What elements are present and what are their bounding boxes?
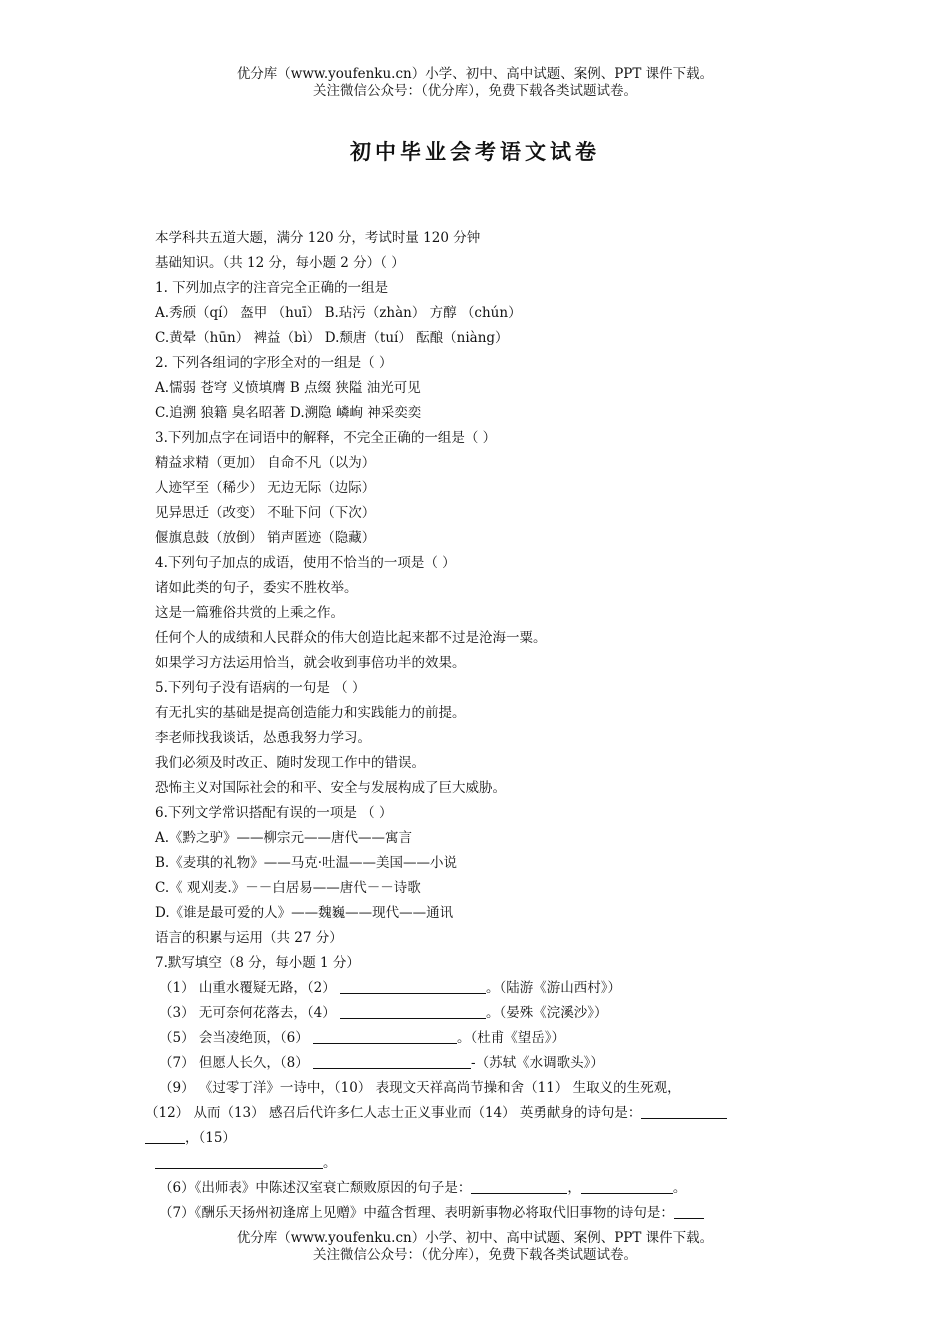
answer-blank[interactable] bbox=[340, 979, 486, 994]
fill-blank-row: （7）《酬乐天扬州初逢席上见赠》中蕴含哲理、表明新事物必将取代旧事物的诗句是： bbox=[155, 1201, 815, 1226]
fill-blank-row: （7） 但愿人长久，（8） -（苏轼《水调歌头》） bbox=[159, 1055, 604, 1071]
section-heading: 语言的积累与运用（共 27 分） bbox=[155, 930, 343, 946]
question-7: 7.默写填空（8 分，每小题 1 分） bbox=[155, 955, 360, 971]
option-line: 这是一篇雅俗共赏的上乘之作。 bbox=[155, 605, 344, 621]
text-line: （9） 《过零丁洋》一诗中，（10） 表现文天祥高尚节操和舍（11） 生取义的生死观， bbox=[159, 1080, 681, 1096]
answer-blank[interactable] bbox=[155, 1154, 323, 1169]
page-footer bbox=[0, 1230, 950, 1264]
fill-blank-row: （6）《出师表》中陈述汉室衰亡颓败原因的句子是： ， 。 bbox=[159, 1180, 687, 1196]
option-line: C.追溯 狼籍 臭名昭著 D.溯隐 嶙峋 神采奕奕 bbox=[155, 405, 422, 421]
option-line: 我们必须及时改正、随时发现工作中的错误。 bbox=[155, 755, 425, 771]
option-line: 如果学习方法运用恰当，就会收到事倍功半的效果。 bbox=[155, 655, 466, 671]
answer-blank[interactable] bbox=[340, 1004, 486, 1019]
question-3: 3.下列加点字在词语中的解释，不完全正确的一组是（ ） bbox=[155, 430, 497, 446]
option-line: A.秀颀（qí） 盔甲 （huī） B.玷污（zhàn） 方醇 （chún） bbox=[155, 305, 522, 321]
fill-blank-row: （5） 会当凌绝顶，（6） 。（杜甫《望岳》） bbox=[159, 1030, 566, 1046]
footer-line-1: 优分库（www.youfenku.cn）小学、初中、高中试题、案例、PPT 课件下载。 bbox=[236, 1230, 714, 1246]
header-line-2: 关注微信公众号：（优分库），免费下载各类试题试卷。 bbox=[313, 83, 637, 99]
option-line: C.黄晕（hūn） 裨益（bì） D.颓唐（tuí） 酝酿（niàng） bbox=[155, 330, 509, 346]
option-line: A.懦弱 苍穹 义愤填膺 B 点缀 狭隘 油光可见 bbox=[155, 380, 421, 396]
answer-blank[interactable] bbox=[471, 1179, 567, 1194]
option-line: 有无扎实的基础是提高创造能力和实践能力的前提。 bbox=[155, 705, 466, 721]
question-2: 2. 下列各组词的字形全对的一组是（ ） bbox=[155, 355, 393, 371]
fill-blank-row: （1） 山重水覆疑无路，（2） 。（陆游《游山西村》） bbox=[159, 980, 622, 996]
fill-blank-row: ，（15） bbox=[145, 1126, 815, 1151]
header-line-1: 优分库（www.youfenku.cn）小学、初中、高中试题、案例、PPT 课件下载。 bbox=[236, 66, 714, 82]
option-line: 诸如此类的句子，委实不胜枚举。 bbox=[155, 580, 358, 596]
section-heading: 基础知识。（共 12 分，每小题 2 分）（ ） bbox=[155, 255, 405, 271]
page-header bbox=[0, 66, 950, 100]
fill-blank-row: （12） 从而（13） 感召后代许多仁人志士正义事业而（14） 英勇献身的诗句是： bbox=[145, 1101, 815, 1126]
option-line: 李老师找我谈话，怂恿我努力学习。 bbox=[155, 730, 371, 746]
option-line: 恐怖主义对国际社会的和平、安全与发展构成了巨大威胁。 bbox=[155, 780, 506, 796]
exam-body bbox=[145, 226, 815, 1226]
answer-blank[interactable] bbox=[674, 1204, 704, 1219]
answer-blank[interactable] bbox=[641, 1104, 727, 1119]
document-title: 初中毕业会考语文试卷 bbox=[350, 139, 600, 164]
option-line: B.《麦琪的礼物》——马克·吐温——美国——小说 bbox=[155, 855, 458, 871]
answer-blank[interactable] bbox=[581, 1179, 673, 1194]
fill-blank-row: （3） 无可奈何花落去，（4） 。（晏殊《浣溪沙》） bbox=[159, 1005, 608, 1021]
footer-line-2: 关注微信公众号：（优分库），免费下载各类试题试卷。 bbox=[313, 1247, 637, 1263]
option-line: 任何个人的成绩和人民群众的伟大创造比起来都不过是沧海一粟。 bbox=[155, 630, 547, 646]
question-1: 1. 下列加点字的注音完全正确的一组是 bbox=[155, 280, 389, 296]
question-4: 4.下列句子加点的成语，使用不恰当的一项是（ ） bbox=[155, 555, 456, 571]
answer-blank[interactable] bbox=[313, 1029, 457, 1044]
answer-blank[interactable] bbox=[145, 1129, 185, 1144]
question-6: 6.下列文学常识搭配有误的一项是 （ ） bbox=[155, 805, 393, 821]
fill-blank-row: 。 bbox=[155, 1151, 815, 1176]
option-line: 精益求精（更加） 自命不凡（以为） bbox=[155, 455, 376, 471]
text-line: 本学科共五道大题，满分 120 分，考试时量 120 分钟 bbox=[155, 230, 481, 246]
option-line: 偃旗息鼓（放倒） 销声匿迹（隐藏） bbox=[155, 530, 376, 546]
option-line: D.《谁是最可爱的人》——魏巍——现代——通讯 bbox=[155, 905, 454, 921]
answer-blank[interactable] bbox=[313, 1054, 471, 1069]
question-5: 5.下列句子没有语病的一句是 （ ） bbox=[155, 680, 366, 696]
option-line: A.《黔之驴》——柳宗元——唐代——寓言 bbox=[155, 830, 413, 846]
option-line: 人迹罕至（稀少） 无边无际（边际） bbox=[155, 480, 376, 496]
option-line: C.《 观刈麦.》－－白居易——唐代－－诗歌 bbox=[155, 880, 421, 896]
option-line: 见异思迁（改变） 不耻下问（下次） bbox=[155, 505, 376, 521]
